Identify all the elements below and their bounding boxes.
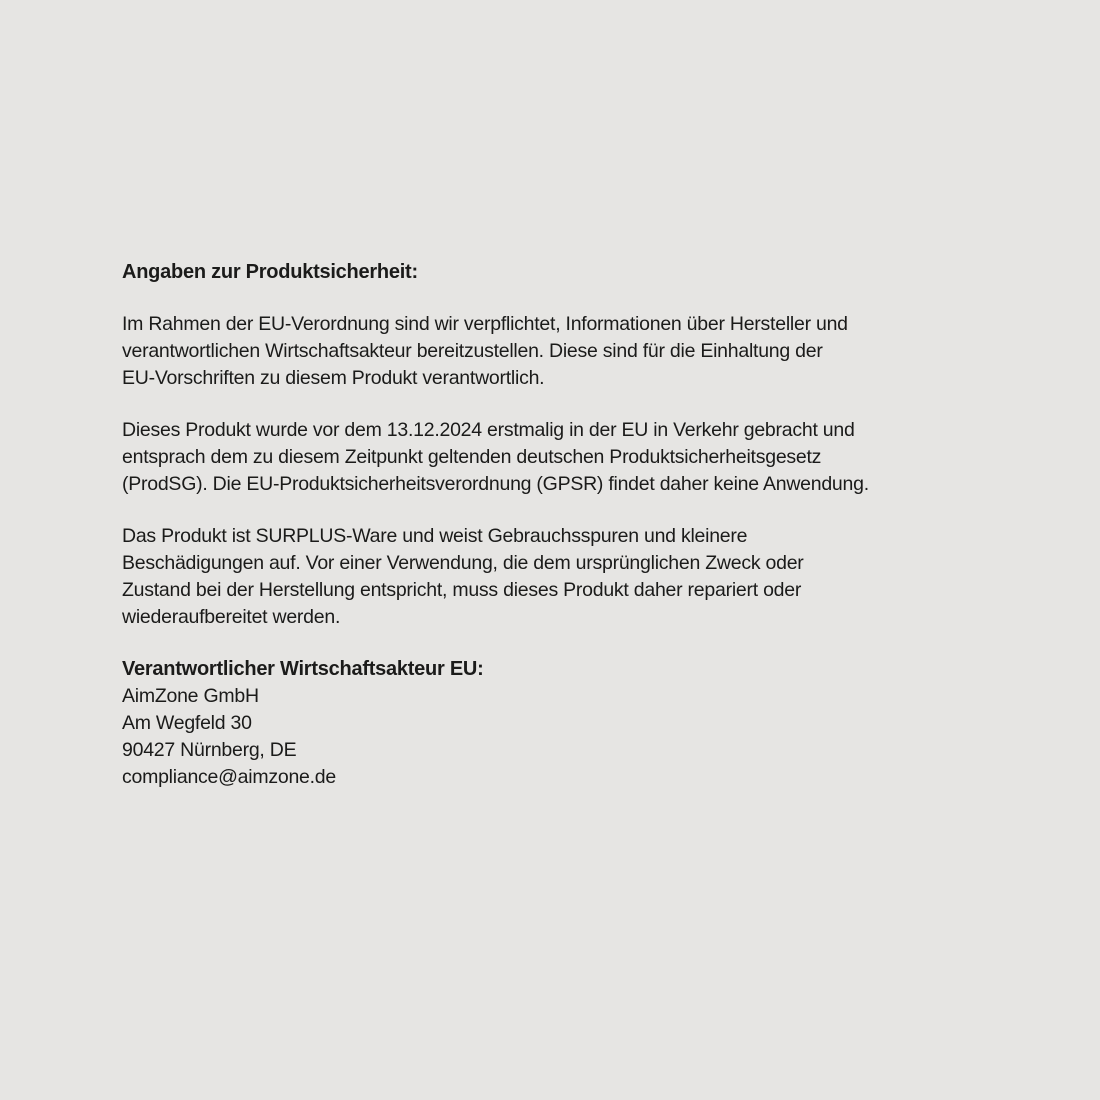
text-line: wiederaufbereitet werden. — [122, 606, 341, 628]
product-safety-notice — [122, 259, 1022, 791]
text-line: (ProdSG). Die EU-Produktsicherheitsverordnung (GPSR) findet daher keine Anwendung. — [122, 473, 869, 495]
text-line: Im Rahmen der EU-Verordnung sind wir verpflichtet, Informationen über Hersteller und — [122, 313, 848, 335]
text-line: entsprach dem zu diesem Zeitpunkt geltenden deutschen Produktsicherheitsgesetz — [122, 446, 822, 468]
text-line: Zustand bei der Herstellung entspricht, muss dieses Produkt daher repariert oder — [122, 579, 802, 601]
notice-heading: Angaben zur Produktsicherheit: — [122, 261, 418, 283]
text-line: Beschädigungen auf. Vor einer Verwendung, die dem ursprünglichen Zweck oder — [122, 552, 804, 574]
paragraph-eu-obligation — [122, 311, 1022, 392]
company-name: AimZone GmbH — [122, 685, 259, 707]
text-line: verantwortlichen Wirtschaftsakteur bereitzustellen. Diese sind für die Einhaltung der — [122, 340, 823, 362]
city-address: 90427 Nürnberg, DE — [122, 739, 297, 761]
economic-operator-heading: Verantwortlicher Wirtschaftsakteur EU: — [122, 658, 484, 680]
contact-email: compliance@aimzone.de — [122, 766, 336, 788]
text-line: EU-Vorschriften zu diesem Produkt verantwortlich. — [122, 367, 545, 389]
economic-operator-block — [122, 656, 1022, 791]
text-line: Dieses Produkt wurde vor dem 13.12.2024 erstmalig in der EU in Verkehr gebracht und — [122, 419, 855, 441]
paragraph-market-placement — [122, 417, 1022, 498]
paragraph-surplus-condition — [122, 523, 1022, 631]
street-address: Am Wegfeld 30 — [122, 712, 252, 734]
text-line: Das Produkt ist SURPLUS-Ware und weist Gebrauchsspuren und kleinere — [122, 525, 748, 547]
